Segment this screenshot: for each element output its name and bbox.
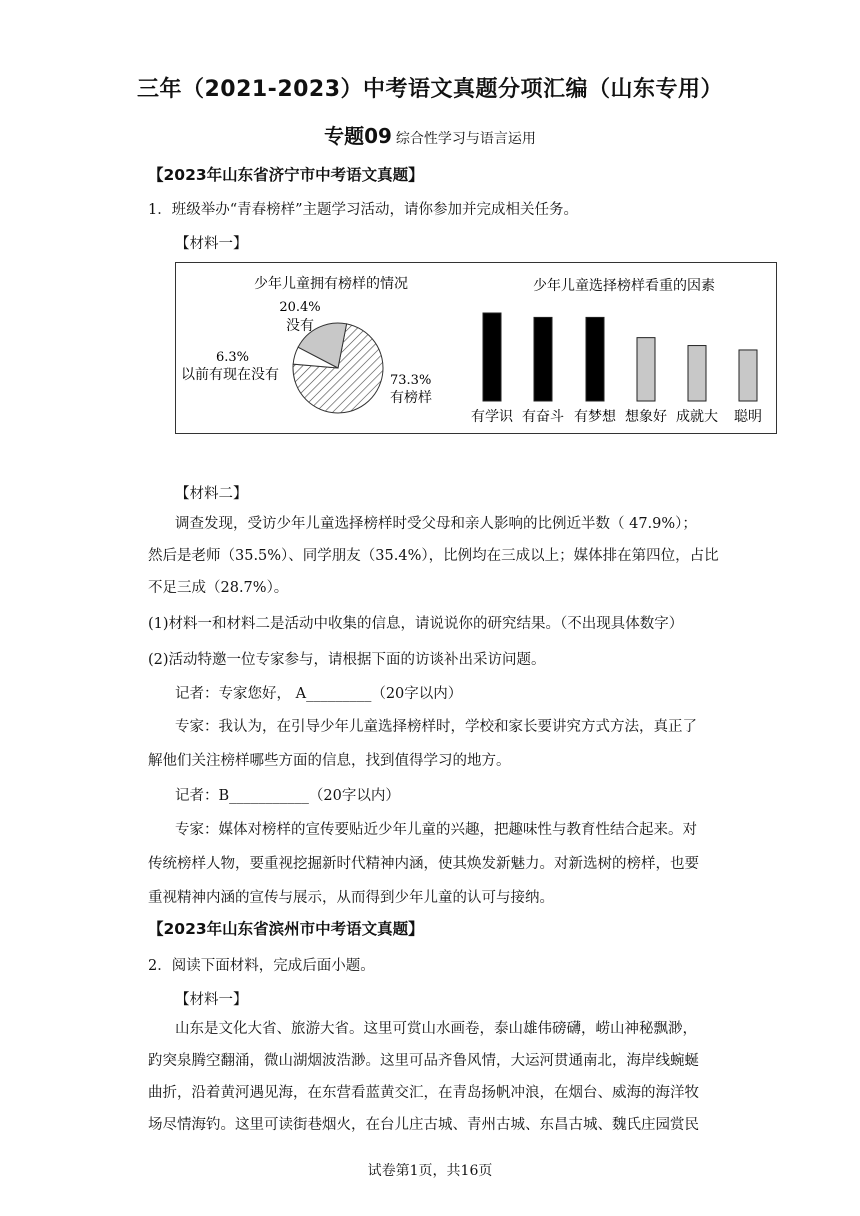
reporter-question-a: 记者：专家您好， A_________（20字以内） [175,686,463,702]
material1b-label: 【材料一】 [175,992,248,1008]
section1-heading: 【2023年山东省济宁市中考语文真题】 [148,166,424,184]
bar-4 [637,338,655,401]
expert-answer2-line2: 传统榜样人物，要重视挖掘新时代精神内涵，使其焕发新魅力。对新选树的榜样，也要 [148,856,699,872]
bar-label-1: 有学识 [471,409,513,425]
m2-line1: 调查发现，受访少年儿童选择榜样时受父母和亲人影响的比例近半数（ 47.9%）； [175,516,697,532]
pie-label-before: 以前有现在没有 [181,367,279,383]
doc-title: 三年（2021-2023）中考语文真题分项汇编（山东专用） [136,77,724,102]
bar-1 [483,313,501,401]
section2-heading: 【2023年山东省滨州市中考语文真题】 [148,920,424,938]
reporter-question-b: 记者：B___________（20字以内） [175,788,400,804]
bar-2 [534,317,552,401]
doc-subtitle [0,120,860,149]
bar-label-3: 有梦想 [574,409,616,425]
figure-svg [176,263,776,433]
bar-label-5: 成就大 [676,409,718,425]
m2-line2: 然后是老师（35.5%）、同学朋友（35.4%），比例均在三成以上；媒体排在第四位，占比 [148,548,719,564]
bar-label-6: 聪明 [734,409,762,425]
expert-answer2-line3: 重视精神内涵的宣传与展示，从而得到少年儿童的认可与接纳。 [148,890,554,906]
m2-line3: 不足三成（28.7%）。 [148,580,289,596]
figure-box [175,262,777,434]
q1-intro: 1．班级举办“青春榜样”主题学习活动，请你参加并完成相关任务。 [148,202,579,218]
bar-label-4: 想象好 [625,409,667,425]
q1-sub2: (2)活动特邀一位专家参与，请根据下面的访谈补出采访问题。 [148,652,546,668]
pie-label-value-yes: 73.3% [390,373,432,388]
m1b-line4: 场尽情海钓。这里可读街巷烟火，在台儿庄古城、青州古城、东昌古城、魏氏庄园赏民 [148,1117,699,1133]
pie-label-value-before: 6.3% [216,350,250,365]
subtitle-main: 专题09 [324,124,392,148]
material1-label: 【材料一】 [175,236,248,252]
material2-label: 【材料二】 [175,486,248,502]
bar-5 [688,346,706,401]
expert-answer1-line1: 专家：我认为，在引导少年儿童选择榜样时，学校和家长要讲究方式方法，真正了 [175,719,697,735]
page-footer: 试卷第1页，共16页 [367,1163,493,1179]
bar-6 [739,350,757,401]
pie-label-yes: 有榜样 [390,390,432,406]
pie-title: 少年儿童拥有榜样的情况 [254,276,408,292]
pie-label-no: 没有 [286,318,314,334]
bar-title: 少年儿童选择榜样看重的因素 [533,278,715,294]
bar-3 [586,317,604,401]
pie-chart [293,323,383,413]
m1b-line1: 山东是文化大省、旅游大省。这里可赏山水画卷，泰山雄伟磅礴，崂山神秘飘渺， [175,1021,697,1037]
m1b-line2: 趵突泉腾空翻涌，微山湖烟波浩渺。这里可品齐鲁风情，大运河贯通南北，海岸线蜿蜒 [148,1053,699,1069]
q2-intro: 2．阅读下面材料，完成后面小题。 [148,958,375,974]
pie-label-value-no: 20.4% [279,300,321,315]
expert-answer2-line1: 专家：媒体对榜样的宣传要贴近少年儿童的兴趣，把趣味性与教育性结合起来。对 [175,822,697,838]
m1b-line3: 曲折，沿着黄河遇见海，在东营看蓝黄交汇，在青岛扬帆冲浪，在烟台、威海的海洋牧 [148,1085,699,1101]
bar-label-2: 有奋斗 [522,409,564,425]
bar-chart [471,313,762,425]
q1-sub1: (1)材料一和材料二是活动中收集的信息，请说说你的研究结果。（不出现具体数字） [148,616,684,632]
expert-answer1-line2: 解他们关注榜样哪些方面的信息，找到值得学习的地方。 [148,753,511,769]
subtitle-sub: 综合性学习与语言运用 [395,131,536,147]
